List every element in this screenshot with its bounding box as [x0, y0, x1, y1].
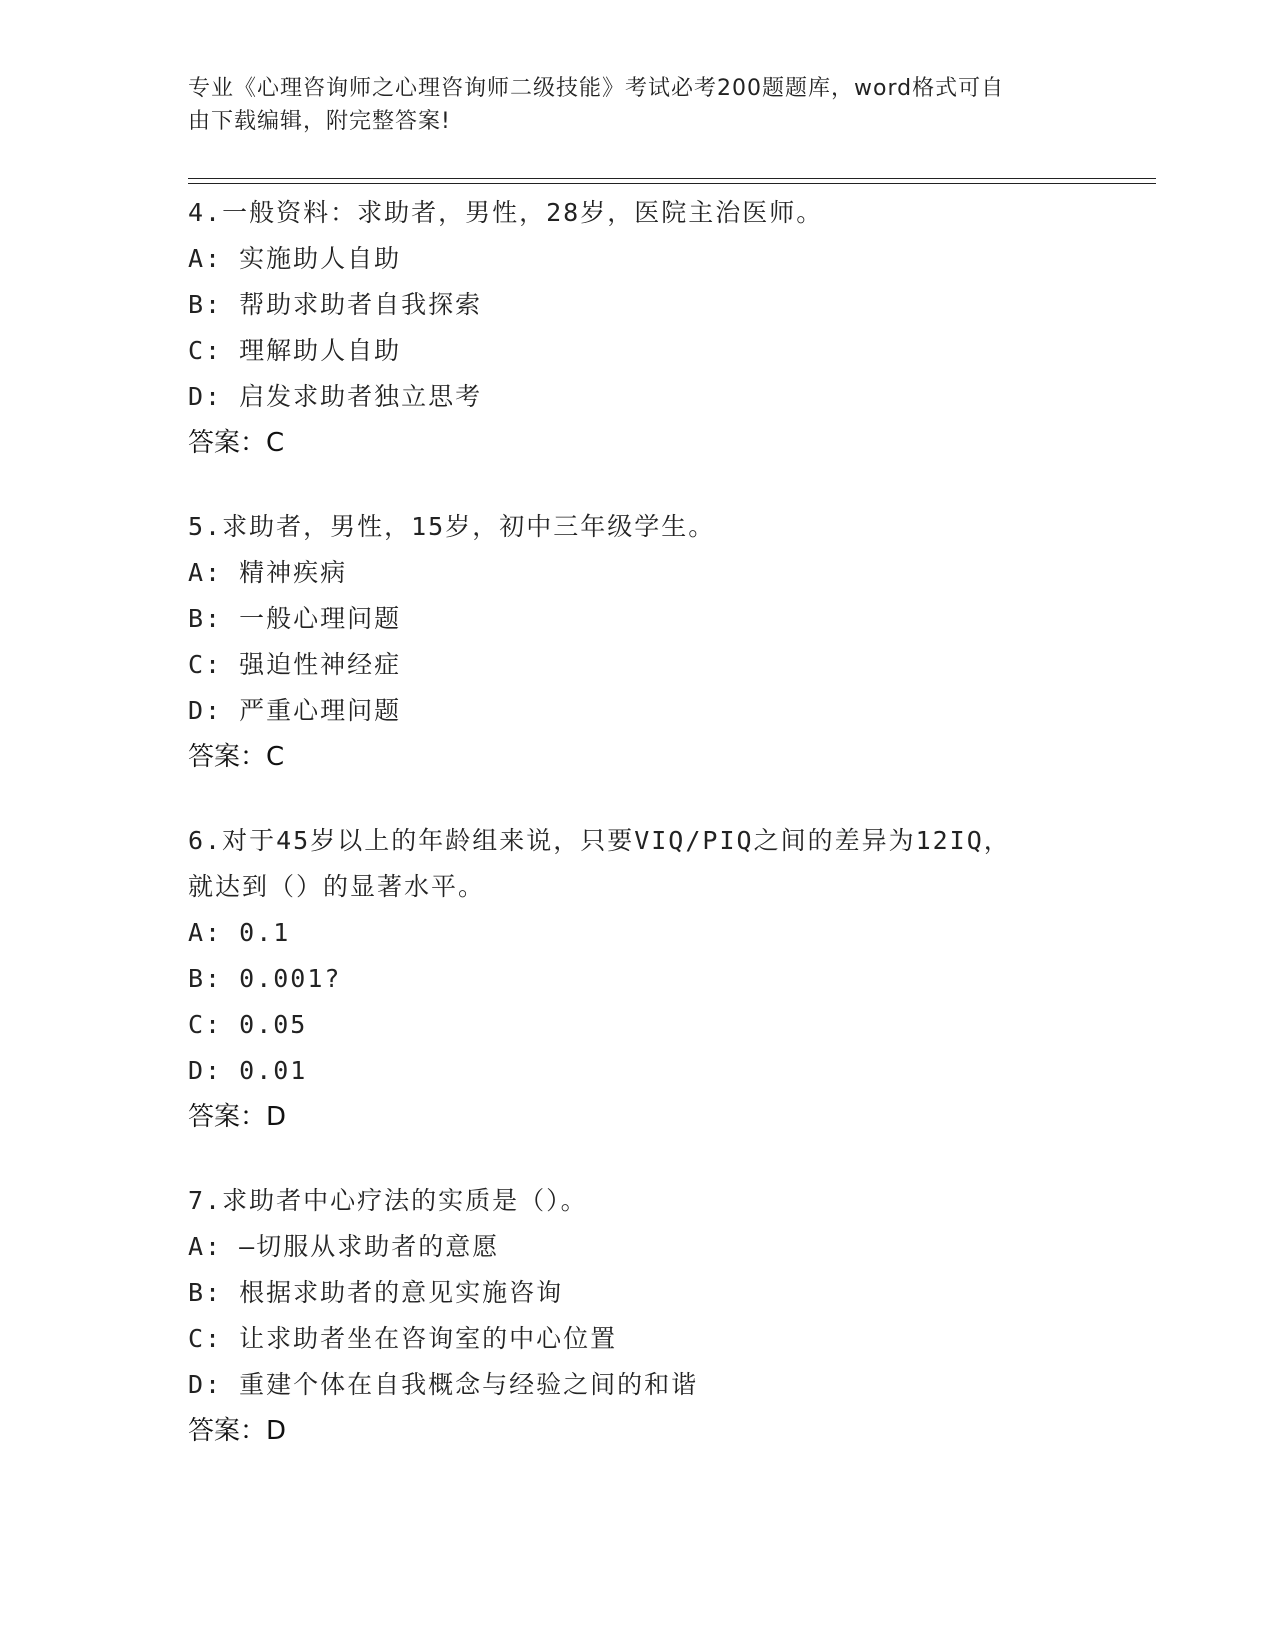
option-a: A: 精神疾病: [188, 558, 348, 587]
question-item: [188, 1178, 1148, 1454]
question-stem: 4.一般资料：求助者，男性，28岁，医院主治医师。: [188, 198, 824, 227]
option-c: C: 让求助者坐在咨询室的中心位置: [188, 1324, 618, 1353]
question-stem: 5.求助者，男性，15岁，初中三年级学生。: [188, 512, 716, 541]
question-stem: 6.对于45岁以上的年龄组来说，只要VIQ/PIQ之间的差异为12IQ，: [188, 826, 1011, 855]
header-line-1: 专业《心理咨询师之心理咨询师二级技能》考试必考200题题库，word格式可自: [188, 76, 1005, 101]
header-rule-bottom: [188, 183, 1156, 184]
question-stem-continued: 就达到（）的显著水平。: [188, 872, 486, 901]
header-rule-top: [188, 178, 1156, 179]
answer-line: 答案：D: [188, 1102, 287, 1132]
option-a: A: —切服从求助者的意愿: [188, 1232, 500, 1261]
option-b: B: 一般心理问题: [188, 604, 402, 633]
option-d: D: 启发求助者独立思考: [188, 382, 483, 411]
option-b: B: 帮助求助者自我探索: [188, 290, 483, 319]
answer-line: 答案：C: [188, 428, 285, 458]
document-header: [188, 72, 1068, 138]
option-a: A: 实施助人自助: [188, 244, 402, 273]
option-d: D: 0.01: [188, 1056, 308, 1085]
answer-line: 答案：D: [188, 1416, 287, 1446]
option-c: C: 强迫性神经症: [188, 650, 402, 679]
option-b: B: 0.001?: [188, 964, 342, 993]
question-stem: 7.求助者中心疗法的实质是（）。: [188, 1186, 588, 1215]
answer-line: 答案：C: [188, 742, 285, 772]
question-list: [188, 190, 1148, 1492]
option-b: B: 根据求助者的意见实施咨询: [188, 1278, 564, 1307]
option-d: D: 严重心理问题: [188, 696, 402, 725]
question-item: [188, 504, 1148, 780]
header-line-2: 由下载编辑，附完整答案!: [188, 109, 451, 134]
question-item: [188, 818, 1148, 1140]
option-c: C: 理解助人自助: [188, 336, 402, 365]
option-a: A: 0.1: [188, 918, 291, 947]
question-item: [188, 190, 1148, 466]
option-d: D: 重建个体在自我概念与经验之间的和谐: [188, 1370, 699, 1399]
option-c: C: 0.05: [188, 1010, 308, 1039]
